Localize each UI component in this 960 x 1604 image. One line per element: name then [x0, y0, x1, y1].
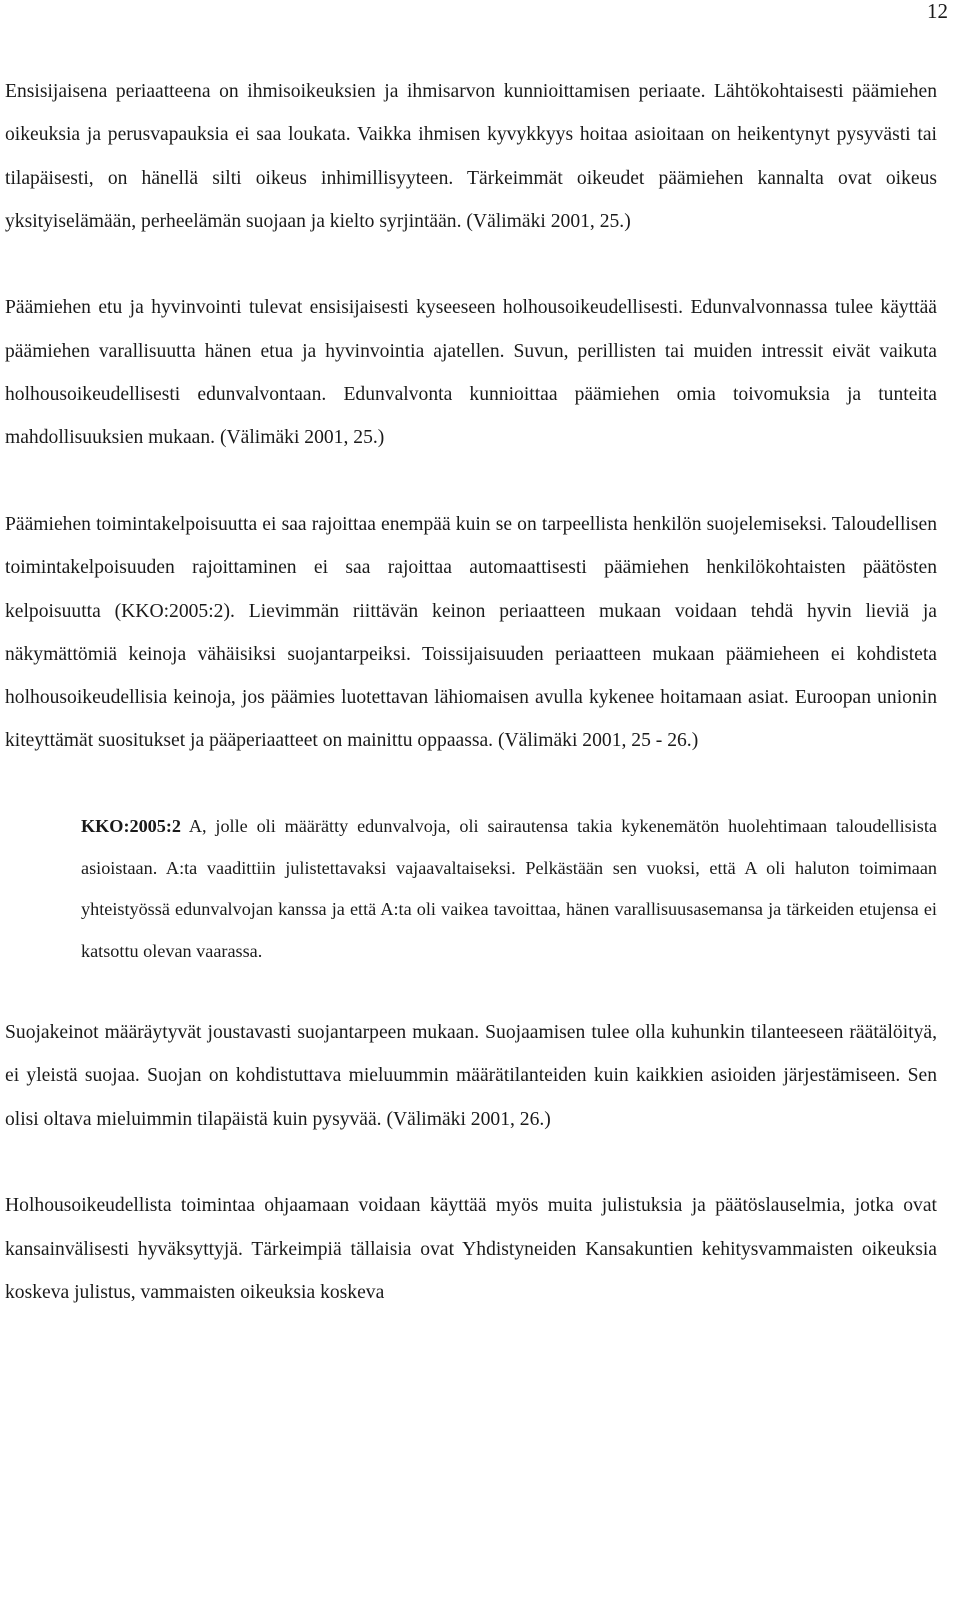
case-reference: KKO:2005:2 [81, 816, 182, 837]
case-summary: A, jolle oli määrätty edunvalvoja, oli sairautensa takia kykenemätön huolehtimaan taloudellisista asioistaan. A:ta vaadittiin julistettavaksi vajaavaltaiseksi. Pelkästään sen vuoksi, että A oli haluton toimimaan yhteistyössä edunvalvojan kanssa ja että A:ta oli vaikea tavoittaa, hänen varallisuusasemansa ja tärkeiden etujensa ei katsottu olevan vaarassa. [81, 816, 937, 961]
page-number: 12 [927, 0, 948, 23]
paragraph-human-rights: Ensisijaisena periaatteena on ihmisoikeuksien ja ihmisarvon kunnioittamisen periaate. Lähtökohtaisesti päämiehen oikeuksia ja perusvapauksia ei saa loukata. Vaikka ihmisen kyvykkyys hoitaa asioitaan on heikentynyt pysyvästi tai tilapäisesti, on hänellä silti oikeus inhimillisyyteen. Tärkeimmät oikeudet päämiehen kannalta ovat oikeus yksityiselämään, perheelämän suojaan ja kielto syrjintään. (Välimäki 2001, 25.) [5, 81, 937, 232]
paragraph-legal-capacity: Päämiehen toimintakelpoisuutta ei saa rajoittaa enempää kuin se on tarpeellista henkilön suojelemiseksi. Taloudellisen toimintakelpoisuuden rajoittaminen ei saa rajoittaa automaattisesti päämiehen henkilökohtaisten päätösten kelpoisuutta (KKO:2005:2). Lievimmän riittävän keinon periaatteen mukaan voidaan tehdä hyvin lieviä ja näkymättömiä keinoja vähäisiksi suojantarpeiksi. Toissijaisuuden periaatteen mukaan päämieheen ei kohdisteta holhousoikeudellisia keinoja, jos päämies luotettavan lähiomaisen avulla kykenee hoitamaan asiat. Euroopan unionin kiteyttämät suositukset ja pääperiaatteet on mainittu oppaassa. (Välimäki 2001, 25 - 26.) [5, 513, 937, 752]
document-body [5, 70, 937, 1357]
paragraph-principal-interest: Päämiehen etu ja hyvinvointi tulevat ensisijaisesti kyseeseen holhousoikeudellisesti. Edunvalvonnassa tulee käyttää päämiehen varallisuutta hänen etua ja hyvinvointia ajatellen. Suvun, perillisten tai muiden intressit eivät vaikuta holhousoikeudellisesti edunvalvontaan. Edunvalvonta kunnioittaa päämiehen omia toivomuksia ja tunteita mahdollisuuksien mukaan. (Välimäki 2001, 25.) [5, 297, 937, 449]
case-citation [81, 806, 937, 972]
paragraph-protective-measures: Suojakeinot määräytyvät joustavasti suojantarpeen mukaan. Suojaamisen tulee olla kuhunkin tilanteeseen räätälöityä, ei yleistä suojaa. Suojan on kohdistuttava mieluummin määrätilanteiden kuin kaikkien asioiden järjestämiseen. Sen olisi oltava mieluimmin tilapäistä kuin pysyvää. (Välimäki 2001, 26.) [5, 1022, 937, 1130]
paragraph-international-declarations: Holhousoikeudellista toimintaa ohjaamaan voidaan käyttää myös muita julistuksia ja päätöslauselmia, jotka ovat kansainvälisesti hyväksyttyjä. Tärkeimpiä tällaisia ovat Yhdistyneiden Kansakuntien kehitysvammaisten oikeuksia koskeva julistus, vammaisten oikeuksia koskeva [5, 1195, 937, 1303]
